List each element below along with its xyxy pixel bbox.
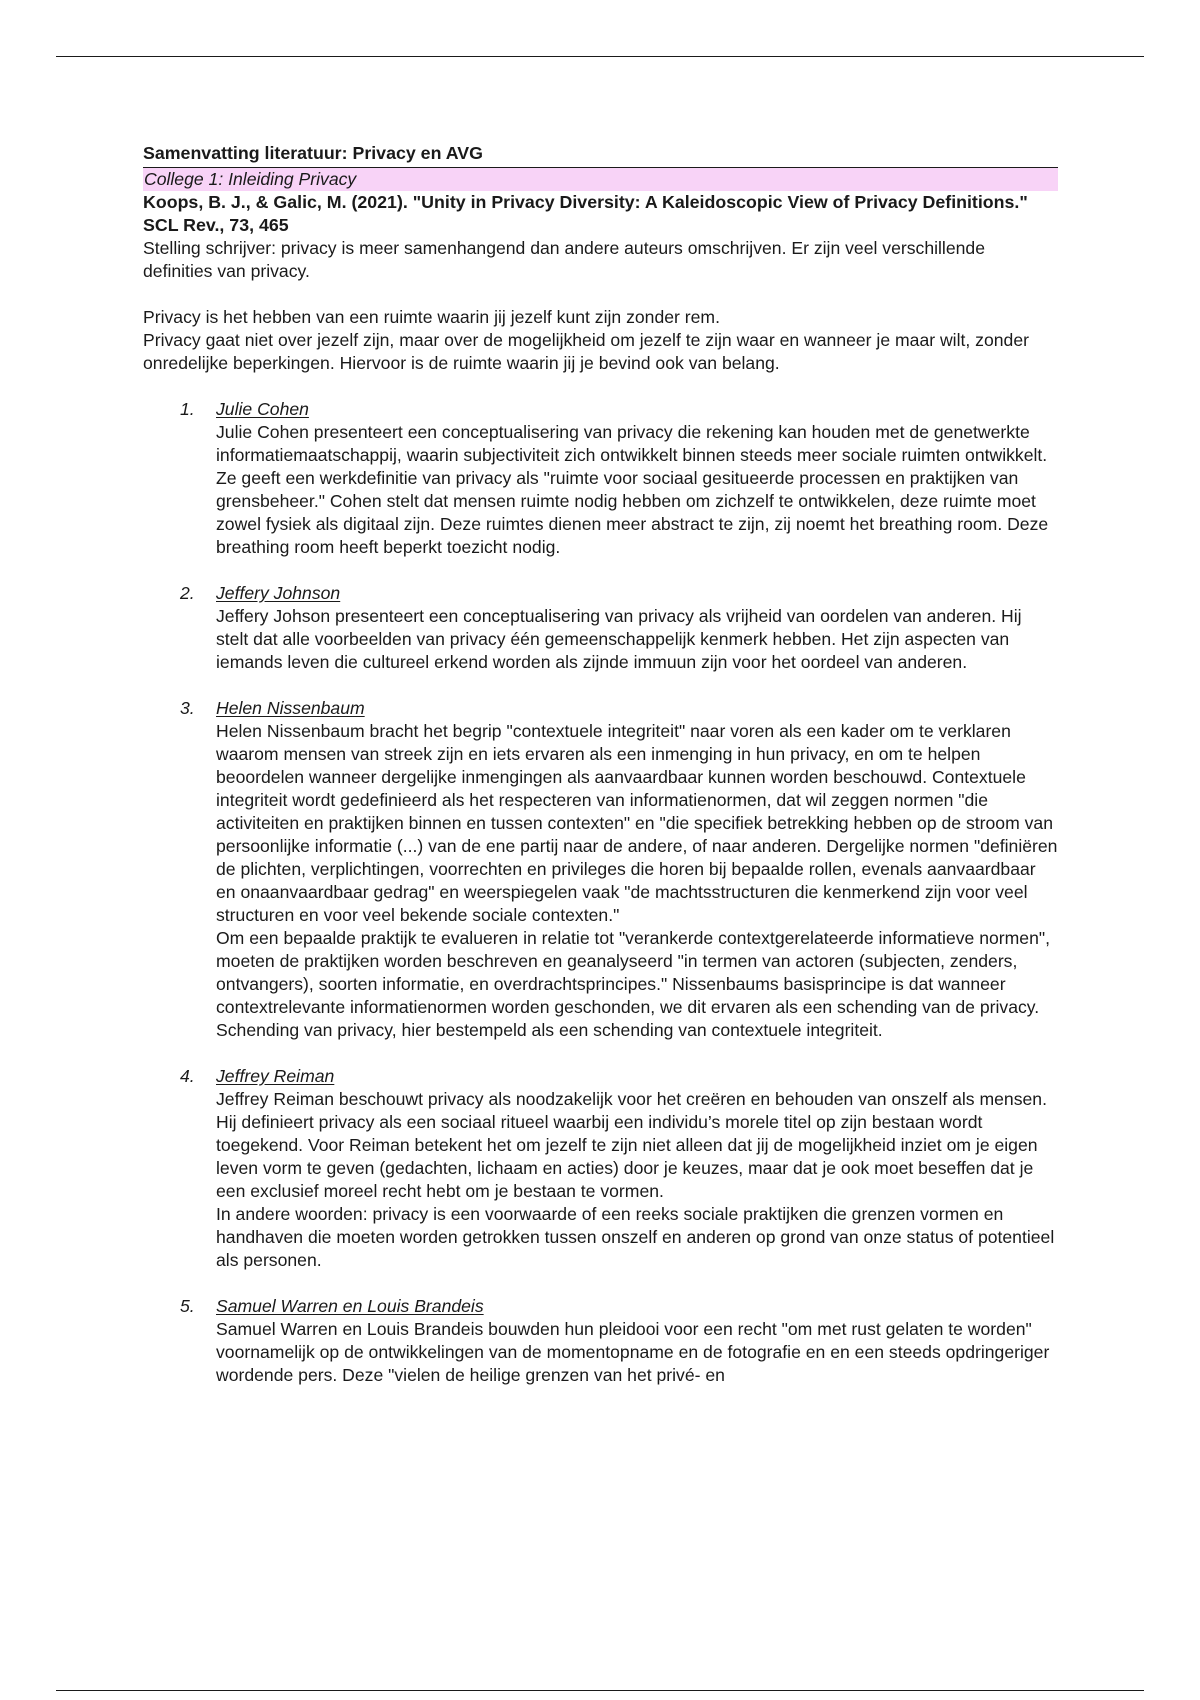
author-item bbox=[143, 398, 1058, 559]
author-name: Jeffery Johnson bbox=[216, 583, 341, 603]
author-paragraph: Jeffery Johson presenteert een conceptualisering van privacy als vrijheid van oordelen van anderen. Hij stelt dat alle voorbeelden van privacy één gemeenschappelijk kenmerk hebben. Het zijn aspecten van iemands leven die cultureel erkend worden als zijnde immuun zijn voor het oordeel van anderen. bbox=[216, 606, 1022, 672]
author-paragraph: Om een bepaalde praktijk te evalueren in relatie tot "verankerde contextgerelateerde informatieve normen", moeten de praktijken worden beschreven en geanalyseerd "in termen van actoren (subjecten, zenders, ontvangers), soorten informatie, en overdrachtsprincipes." Nissenbaums basisprincipe is dat wanneer contextrelevante informatienormen worden geschonden, we dit ervaren als een schending van de privacy. bbox=[216, 928, 1051, 1017]
list-number: 3. bbox=[180, 698, 195, 718]
author-item bbox=[143, 697, 1058, 1042]
author-name: Jeffrey Reiman bbox=[216, 1066, 335, 1086]
literature-reference: Koops, B. J., & Galic, M. (2021). "Unity in Privacy Diversity: A Kaleidoscopic View of Privacy Definitions." SCL Rev., 73, 465 bbox=[143, 192, 1028, 235]
author-name: Samuel Warren en Louis Brandeis bbox=[216, 1296, 484, 1316]
author-name: Julie Cohen bbox=[216, 399, 309, 419]
document-body bbox=[143, 142, 1058, 1410]
document-title: Samenvatting literatuur: Privacy en AVG bbox=[143, 142, 1058, 168]
intro-paragraph: Privacy gaat niet over jezelf zijn, maar over de mogelijkheid om jezelf te zijn waar en wanneer je maar wilt, zonder onredelijke beperkingen. Hiervoor is de ruimte waarin jij je bevind ook van belang. bbox=[143, 330, 1029, 373]
author-item bbox=[143, 1065, 1058, 1272]
author-thesis: Stelling schrijver: privacy is meer samenhangend dan andere auteurs omschrijven. Er zijn veel verschillende definities van privacy. bbox=[143, 238, 985, 281]
author-paragraph: Helen Nissenbaum bracht het begrip "contextuele integriteit" naar voren als een kader om te verklaren waarom mensen van streek zijn en iets ervaren als een inmenging in hun privacy, en om te helpen beoordelen wanneer dergelijke inmengingen als aanvaardbaar kunnen worden beschouwd. Contextuele integriteit wordt gedefinieerd als het respecteren van informatienormen, dat wil zeggen normen "die activiteiten en praktijken binnen en tussen contexten" en "die specifiek betrekking hebben op de stroom van persoonlijke informatie (...) van de ene partij naar de andere, of naar anderen. Dergelijke normen "definiëren de plichten, verplichtingen, voorrechten en privileges die horen bij bepaalde rollen, evenals aanvaardbaar en onaanvaardbaar gedrag" en weerspiegelen vaak "de machtsstructuren die kenmerkend zijn voor veel structuren en voor veel bekende sociale contexten." bbox=[216, 721, 1058, 925]
page-top-rule bbox=[56, 56, 1144, 57]
author-paragraph: In andere woorden: privacy is een voorwaarde of een reeks sociale praktijken die grenzen vormen en handhaven die moeten worden getrokken tussen onszelf en anderen op grond van onze status of potentieel als personen. bbox=[216, 1204, 1055, 1270]
author-name: Helen Nissenbaum bbox=[216, 698, 365, 718]
author-paragraph: Julie Cohen presenteert een conceptualisering van privacy die rekening kan houden met de genetwerkte informatiemaatschappij, waarin subjectiviteit zich ontwikkelt binnen steeds meer sociale ruimten ontwikkelt. Ze geeft een werkdefinitie van privacy als "ruimte voor sociaal gesitueerde processen en praktijken van grensbeheer." Cohen stelt dat mensen ruimte nodig hebben om zichzelf te ontwikkelen, deze ruimte moet zowel fysiek als digitaal zijn. Deze ruimtes dienen meer abstract te zijn, zij noemt het breathing room. Deze breathing room heeft beperkt toezicht nodig. bbox=[216, 422, 1049, 557]
author-item bbox=[143, 1295, 1058, 1387]
author-paragraph: Jeffrey Reiman beschouwt privacy als noodzakelijk voor het creëren en behouden van onszelf als mensen. Hij definieert privacy als een sociaal ritueel waarbij een individu’s morele titel op zijn bestaan wordt toegekend. Voor Reiman betekent het om jezelf te zijn niet alleen dat jij de mogelijkheid inziet om je eigen leven vorm te geven (gedachten, lichaam en acties) door je keuzes, maar dat je ook moet beseffen dat je een exclusief moreel recht hebt om je bestaan te vormen. bbox=[216, 1089, 1047, 1201]
college-heading: College 1: Inleiding Privacy bbox=[143, 168, 1058, 191]
list-number: 1. bbox=[180, 399, 195, 419]
author-paragraph: Schending van privacy, hier bestempeld als een schending van contextuele integriteit. bbox=[216, 1020, 883, 1040]
author-list bbox=[143, 398, 1058, 1387]
list-number: 4. bbox=[180, 1066, 195, 1086]
author-paragraph: Samuel Warren en Louis Brandeis bouwden hun pleidooi voor een recht "om met rust gelaten te worden" voornamelijk op de ontwikkelingen van de momentopname en de fotografie en en een steeds opdringeriger wordende pers. Deze "vielen de heilige grenzen van het privé- en bbox=[216, 1319, 1050, 1385]
list-number: 2. bbox=[180, 583, 195, 603]
intro-paragraph: Privacy is het hebben van een ruimte waarin jij jezelf kunt zijn zonder rem. bbox=[143, 307, 720, 327]
page-bottom-rule bbox=[56, 1690, 1144, 1691]
author-item bbox=[143, 582, 1058, 674]
blank-line bbox=[143, 283, 1058, 306]
list-number: 5. bbox=[180, 1296, 195, 1316]
